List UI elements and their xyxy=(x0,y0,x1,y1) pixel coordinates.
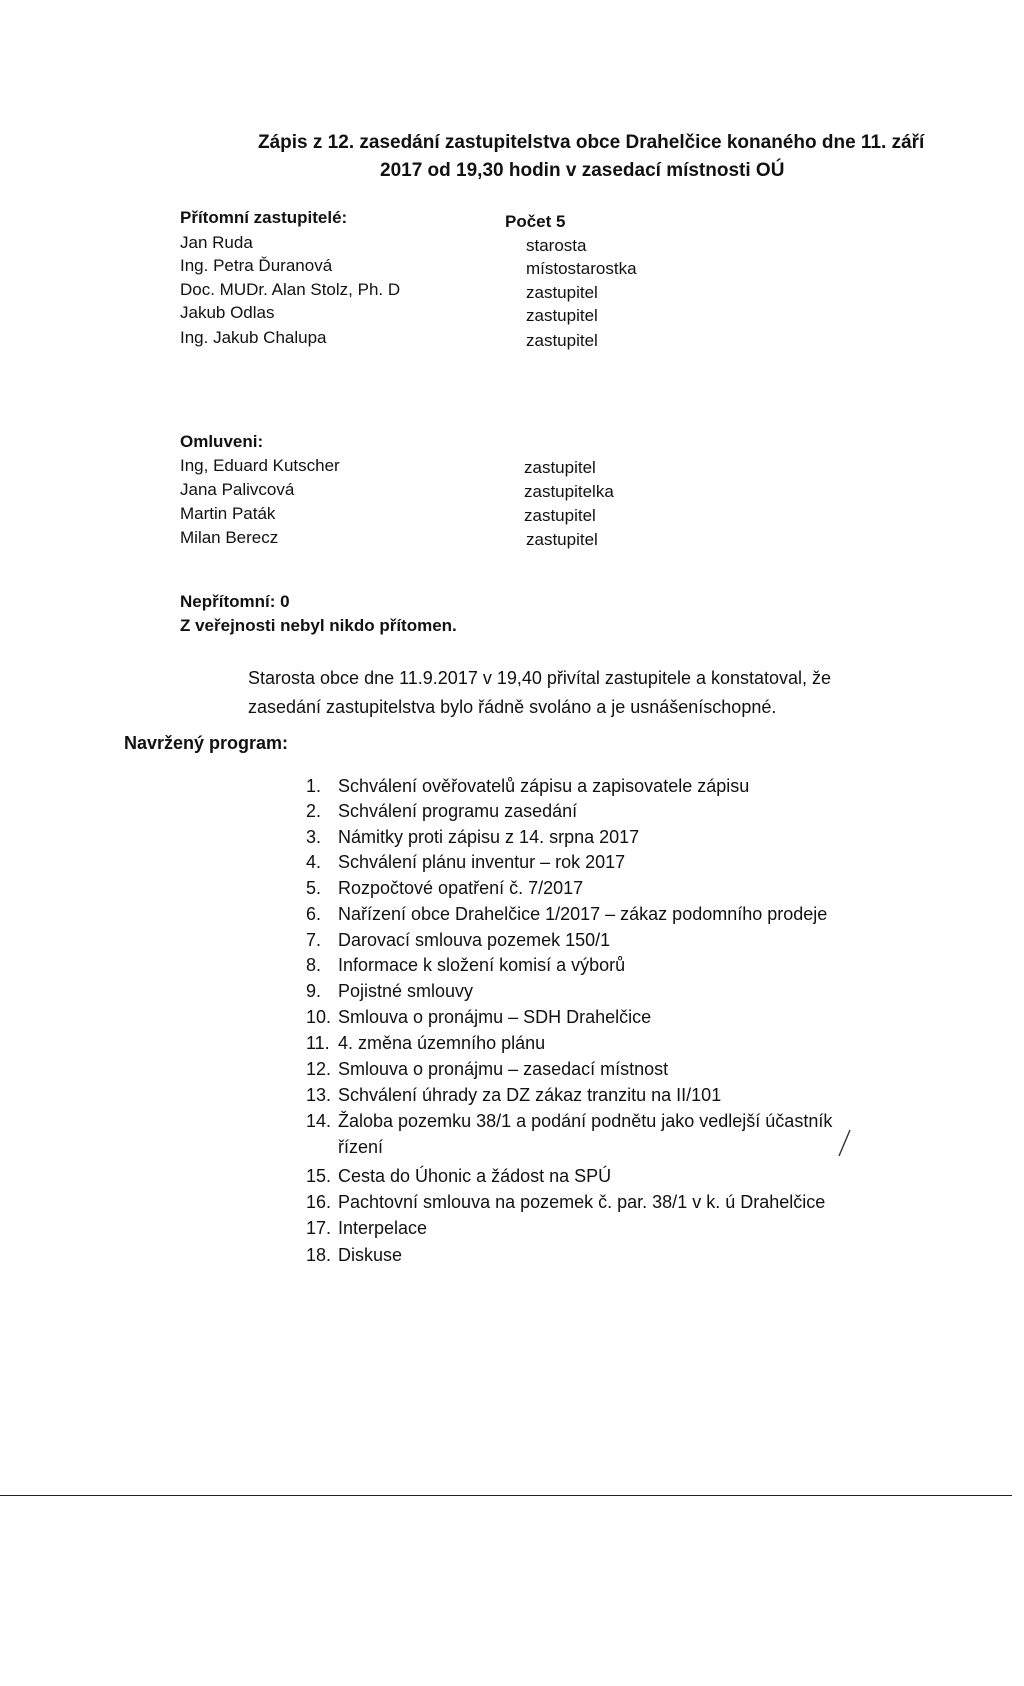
program-item-number: 7. xyxy=(306,930,322,950)
program-item-number: 4. xyxy=(306,852,322,872)
program-item-number: 3. xyxy=(306,827,322,847)
program-item xyxy=(306,801,577,822)
footer-divider xyxy=(0,1495,1012,1496)
excused-member-name: Jana Palivcová xyxy=(180,480,295,499)
program-heading: Navržený program: xyxy=(124,733,289,753)
program-item-text: Smlouva o pronájmu – SDH Drahelčice xyxy=(338,1007,652,1027)
program-item-number: 14. xyxy=(306,1111,332,1131)
excused-member-name: Martin Paták xyxy=(180,504,276,523)
program-item-number: 17. xyxy=(306,1218,332,1238)
present-member-name: Jan Ruda xyxy=(180,233,253,252)
program-item-text: Diskuse xyxy=(338,1245,403,1265)
present-count: Počet 5 xyxy=(505,212,566,231)
intro-line1: Starosta obce dne 11.9.2017 v 19,40 přivítal zastupitele a konstatoval, že xyxy=(248,668,832,688)
program-item-text: Schválení plánu inventur – rok 2017 xyxy=(338,852,626,872)
program-item-continuation: řízení xyxy=(338,1137,384,1157)
excused-member-role: zastupitel xyxy=(524,458,596,477)
program-item-number: 9. xyxy=(306,981,322,1001)
program-item-number: 2. xyxy=(306,801,322,821)
excused-member-name: Ing, Eduard Kutscher xyxy=(180,456,340,475)
program-item-text: Nařízení obce Drahelčice 1/2017 – zákaz podomního prodeje xyxy=(338,904,828,924)
program-item xyxy=(306,904,827,925)
program-item-number: 12. xyxy=(306,1059,332,1079)
present-member-name: Ing. Jakub Chalupa xyxy=(180,328,327,347)
present-member-role: starosta xyxy=(526,236,587,255)
program-item-text: Informace k složení komisí a výborů xyxy=(338,955,626,975)
program-item-text: Pachtovní smlouva na pozemek č. par. 38/1 v k. ú Drahelčice xyxy=(338,1192,826,1212)
program-item-text: Smlouva o pronájmu – zasedací místnost xyxy=(338,1059,669,1079)
document-title-line1: Zápis z 12. zasedání zastupitelstva obce Drahelčice konaného dne 11. září xyxy=(258,132,925,153)
present-member-name: Doc. MUDr. Alan Stolz, Ph. D xyxy=(180,280,401,299)
present-member-role: zastupitel xyxy=(526,283,598,302)
program-item-number: 8. xyxy=(306,955,322,975)
present-member-role: zastupitel xyxy=(526,331,598,350)
program-item xyxy=(306,1166,611,1187)
excused-member-role: zastupitel xyxy=(526,530,598,549)
program-item-number: 10. xyxy=(306,1007,332,1027)
excused-member-role: zastupitelka xyxy=(524,482,614,501)
program-item-text: Žaloba pozemku 38/1 a podání podnětu jako vedlejší účastník xyxy=(338,1111,833,1131)
program-item-number: 13. xyxy=(306,1085,332,1105)
program-item xyxy=(306,1085,721,1106)
program-item xyxy=(306,878,583,899)
program-item-text: Interpelace xyxy=(338,1218,428,1238)
program-item xyxy=(306,1245,402,1266)
program-item xyxy=(306,981,473,1002)
program-item-text: Námitky proti zápisu z 14. srpna 2017 xyxy=(338,827,640,847)
present-member-role: místostarostka xyxy=(526,259,637,278)
program-item-text: Schválení úhrady za DZ zákaz tranzitu na II/101 xyxy=(338,1085,722,1105)
excused-member-name: Milan Berecz xyxy=(180,528,279,547)
program-item xyxy=(306,852,625,873)
program-item xyxy=(306,1059,668,1080)
present-member-role: zastupitel xyxy=(526,306,598,325)
program-item-text: Cesta do Úhonic a žádost na SPÚ xyxy=(338,1166,612,1186)
program-item xyxy=(306,930,610,951)
present-member-name: Ing. Petra Ďuranová xyxy=(180,256,333,275)
program-item xyxy=(306,1007,651,1028)
program-item xyxy=(306,1111,832,1132)
program-item xyxy=(306,1218,427,1239)
program-item-text: Schválení ověřovatelů zápisu a zapisovatele zápisu xyxy=(338,776,750,796)
program-item xyxy=(306,776,749,797)
program-item xyxy=(306,955,625,976)
program-item xyxy=(306,827,639,848)
program-item-number: 1. xyxy=(306,776,322,796)
program-item-number: 16. xyxy=(306,1192,332,1212)
program-item-text: Schválení programu zasedání xyxy=(338,801,578,821)
present-heading: Přítomní zastupitelé: xyxy=(180,208,348,227)
program-item xyxy=(306,1033,545,1054)
program-item-text: 4. změna územního plánu xyxy=(338,1033,546,1053)
excused-member-role: zastupitel xyxy=(524,506,596,525)
public-absent-line: Z veřejnosti nebyl nikdo přítomen. xyxy=(180,616,457,635)
program-item-number: 6. xyxy=(306,904,322,924)
handwritten-slash-mark xyxy=(836,1128,852,1158)
program-item-text: Pojistné smlouvy xyxy=(338,981,474,1001)
program-item xyxy=(306,1192,825,1213)
absent-line: Nepřítomní: 0 xyxy=(180,592,290,611)
excused-heading: Omluveni: xyxy=(180,432,264,451)
program-item-number: 11. xyxy=(306,1033,330,1053)
program-item-text: Darovací smlouva pozemek 150/1 xyxy=(338,930,611,950)
program-item-number: 18. xyxy=(306,1245,332,1265)
program-item-text: Rozpočtové opatření č. 7/2017 xyxy=(338,878,584,898)
document-title-line2: 2017 od 19,30 hodin v zasedací místnosti OÚ xyxy=(380,160,785,181)
program-item-number: 15. xyxy=(306,1166,332,1186)
program-item-number: 5. xyxy=(306,878,322,898)
present-member-name: Jakub Odlas xyxy=(180,303,275,322)
intro-line2: zasedání zastupitelstva bylo řádně svoláno a je usnášeníschopné. xyxy=(248,697,777,717)
